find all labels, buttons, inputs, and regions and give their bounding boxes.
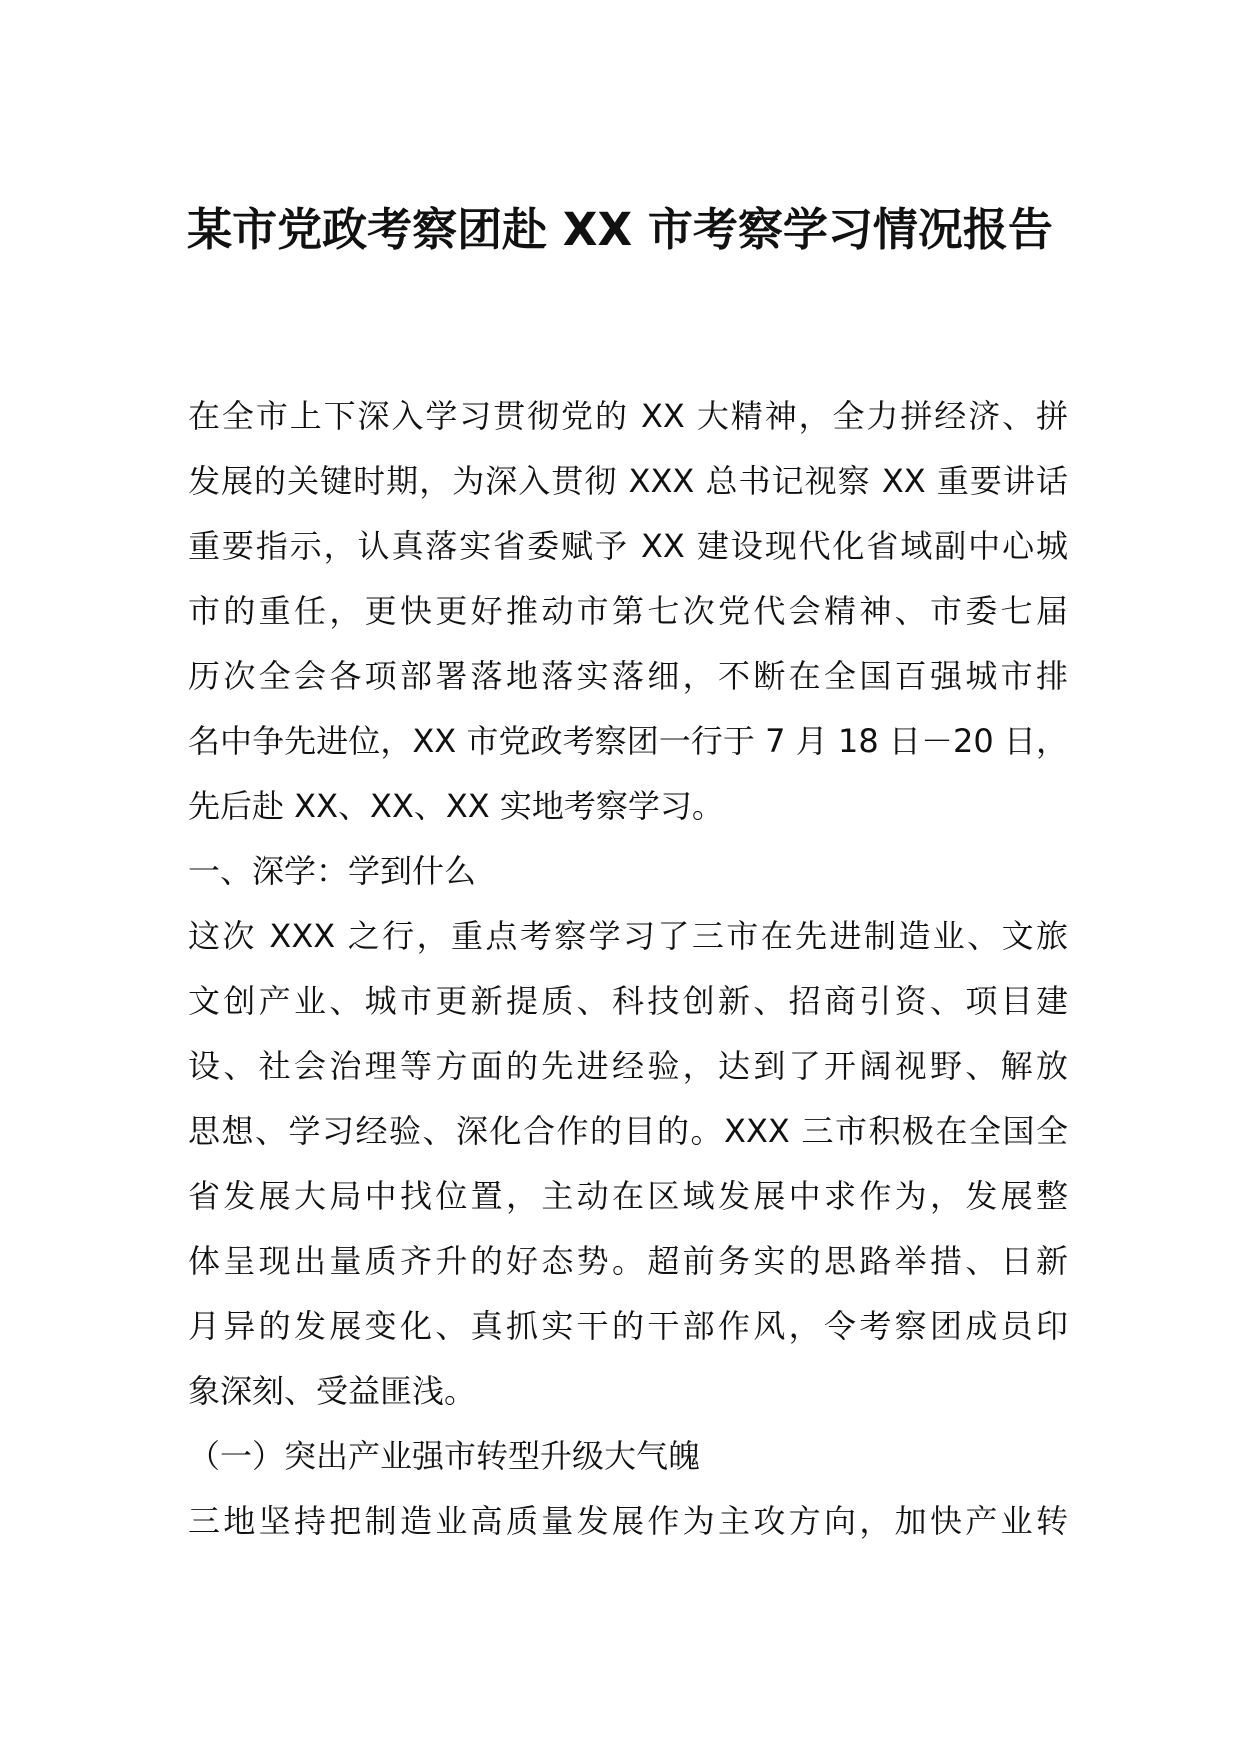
paragraph-line: 历次全会各项部署落地落实落细，不断在全国百强城市排 [188, 657, 1068, 695]
paragraph-line: 市的重任，更快更好推动市第七次党代会精神、市委七届 [188, 592, 1068, 630]
paragraph-line: 先后赴 XX、XX、XX 实地考察学习。 [188, 787, 724, 825]
paragraph-line: 重要指示，认真落实省委赋予 XX 建设现代化省域副中心城 [188, 527, 1068, 565]
paragraph-line: 在全市上下深入学习贯彻党的 XX 大精神，全力拼经济、拼 [188, 397, 1068, 435]
paragraph-line: 文创产业、城市更新提质、科技创新、招商引资、项目建 [188, 982, 1068, 1020]
paragraph-line: 月异的发展变化、真抓实干的干部作风，令考察团成员印 [188, 1307, 1068, 1345]
paragraph-line: 思想、学习经验、深化合作的目的。XXX 三市积极在全国全 [188, 1112, 1068, 1150]
document-body [188, 384, 1068, 1554]
paragraph-line: 体呈现出量质齐升的好态势。超前务实的思路举措、日新 [188, 1242, 1068, 1280]
paragraph-line: 设、社会治理等方面的先进经验，达到了开阔视野、解放 [188, 1047, 1068, 1085]
paragraph-line: 象深刻、受益匪浅。 [188, 1372, 477, 1410]
paragraph-line: 这次 XXX 之行，重点考察学习了三市在先进制造业、文旅 [188, 917, 1068, 955]
paragraph-line: 省发展大局中找位置，主动在区域发展中求作为，发展整 [188, 1177, 1068, 1215]
paragraph-line: 三地坚持把制造业高质量发展作为主攻方向，加快产业转 [188, 1502, 1068, 1540]
paragraph-line: 发展的关键时期，为深入贯彻 XXX 总书记视察 XX 重要讲话 [188, 462, 1068, 500]
paragraph-line: 名中争先进位，XX 市党政考察团一行于 7 月 18 日－20 日， [188, 722, 1068, 760]
document-title: 某市党政考察团赴 XX 市考察学习情况报告 [187, 203, 1053, 256]
subsection-heading: （一）突出产业强市转型升级大气魄 [188, 1437, 701, 1475]
section-heading: 一、深学：学到什么 [188, 852, 477, 890]
